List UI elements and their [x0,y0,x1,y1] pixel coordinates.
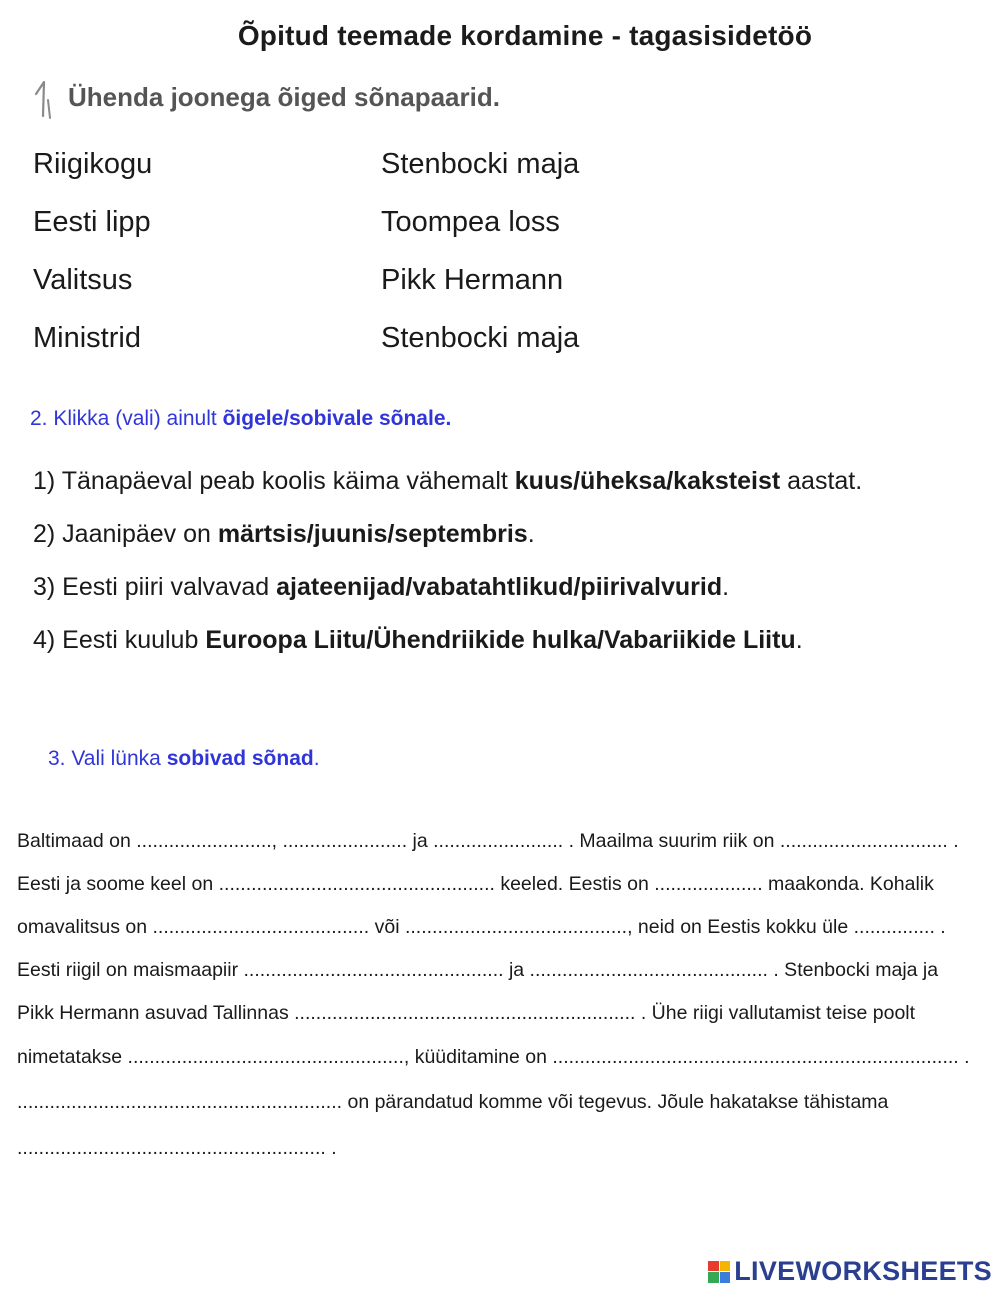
task3-heading-emphasis: sobivad sõnad [166,747,314,770]
task3-heading-text: 3. Vali lünka [48,747,167,770]
fill-in-line[interactable]: ......................................................... . [17,1137,337,1159]
fill-in-line[interactable]: Pikk Hermann asuvad Tallinnas ............................................................... . Ühe riigi vallutamist teise poolt [17,1002,916,1024]
fill-in-line[interactable]: nimetatakse ..................................................., küüditamine on ........................................................................... . [17,1046,970,1068]
task2-heading [30,407,451,431]
task2-sentence [33,573,729,602]
sentence-text: . [795,626,803,654]
pair-right-word[interactable]: Toompea loss [381,206,560,238]
sentence-text: 2) Jaanipäev on [33,520,218,548]
word-choice[interactable]: kuus/üheksa/kaksteist [514,467,781,495]
pair-right-word[interactable]: Stenbocki maja [381,148,580,180]
fill-in-line[interactable]: Eesti ja soome keel on ................................................... keeled. Eestis on .................... maakonda. Kohalik [17,873,934,895]
task3-heading-end: . [313,747,320,770]
fill-in-line[interactable]: Baltimaad on ........................., ....................... ja ........................ . Maailma suurim riik on ............................... . [17,830,959,852]
sentence-text: . [527,520,535,548]
sentence-text: aastat. [780,467,863,495]
task1-heading: Ühenda joonega õiged sõnapaarid. [68,82,500,112]
pair-left-word[interactable]: Eesti lipp [33,206,151,238]
task2-sentence [33,626,803,655]
pair-right-word[interactable]: Stenbocki maja [381,322,580,354]
brand-name: LIVEWORKSHEETS [734,1256,992,1286]
word-choice[interactable]: Euroopa Liitu/Ühendriikide hulka/Vabariikide Liitu [205,626,796,654]
logo-square [720,1261,731,1272]
sentence-text: 1) Tänapäeval peab koolis käima vähemalt [33,467,515,495]
pair-left-word[interactable]: Riigikogu [33,148,153,180]
fill-in-line[interactable]: omavalitsus on ........................................ või ........................................., neid on Eestis kokku üle ............... . [17,916,946,938]
liveworksheets-brand [708,1256,992,1287]
sentence-text: . [722,573,730,601]
word-choice[interactable]: ajateenijad/vabatahtlikud/piirivalvurid [276,573,723,601]
pair-left-word[interactable]: Valitsus [33,264,133,296]
task2-sentence [33,467,862,496]
fill-in-line[interactable]: Eesti riigil on maismaapiir ................................................ ja ............................................ . Stenbocki maja ja [17,959,939,981]
page-title: Õpitud teemade kordamine - tagasisidetöö [237,20,813,51]
sentence-text: 3) Eesti piiri valvavad [33,573,277,601]
task2-heading-text: 2. Klikka (vali) ainult [30,407,223,430]
pair-right-word[interactable]: Pikk Hermann [381,264,564,296]
fill-in-line[interactable]: ............................................................ on pärandatud komme või tegevus. Jõule hakatakse tähistama [17,1091,889,1113]
logo-square [708,1261,719,1272]
task2-heading-emphasis: õigele/sobivale sõnale. [222,407,452,430]
logo-square [720,1272,731,1283]
sentence-text: 4) Eesti kuulub [33,626,206,654]
pair-left-word[interactable]: Ministrid [33,322,141,354]
task2-sentence [33,520,535,549]
task3-heading [48,747,320,771]
liveworksheets-logo-icon [708,1261,730,1283]
word-choice[interactable]: märtsis/juunis/septembris [217,520,528,548]
handwritten-number-one [30,72,60,122]
logo-square [708,1272,719,1283]
